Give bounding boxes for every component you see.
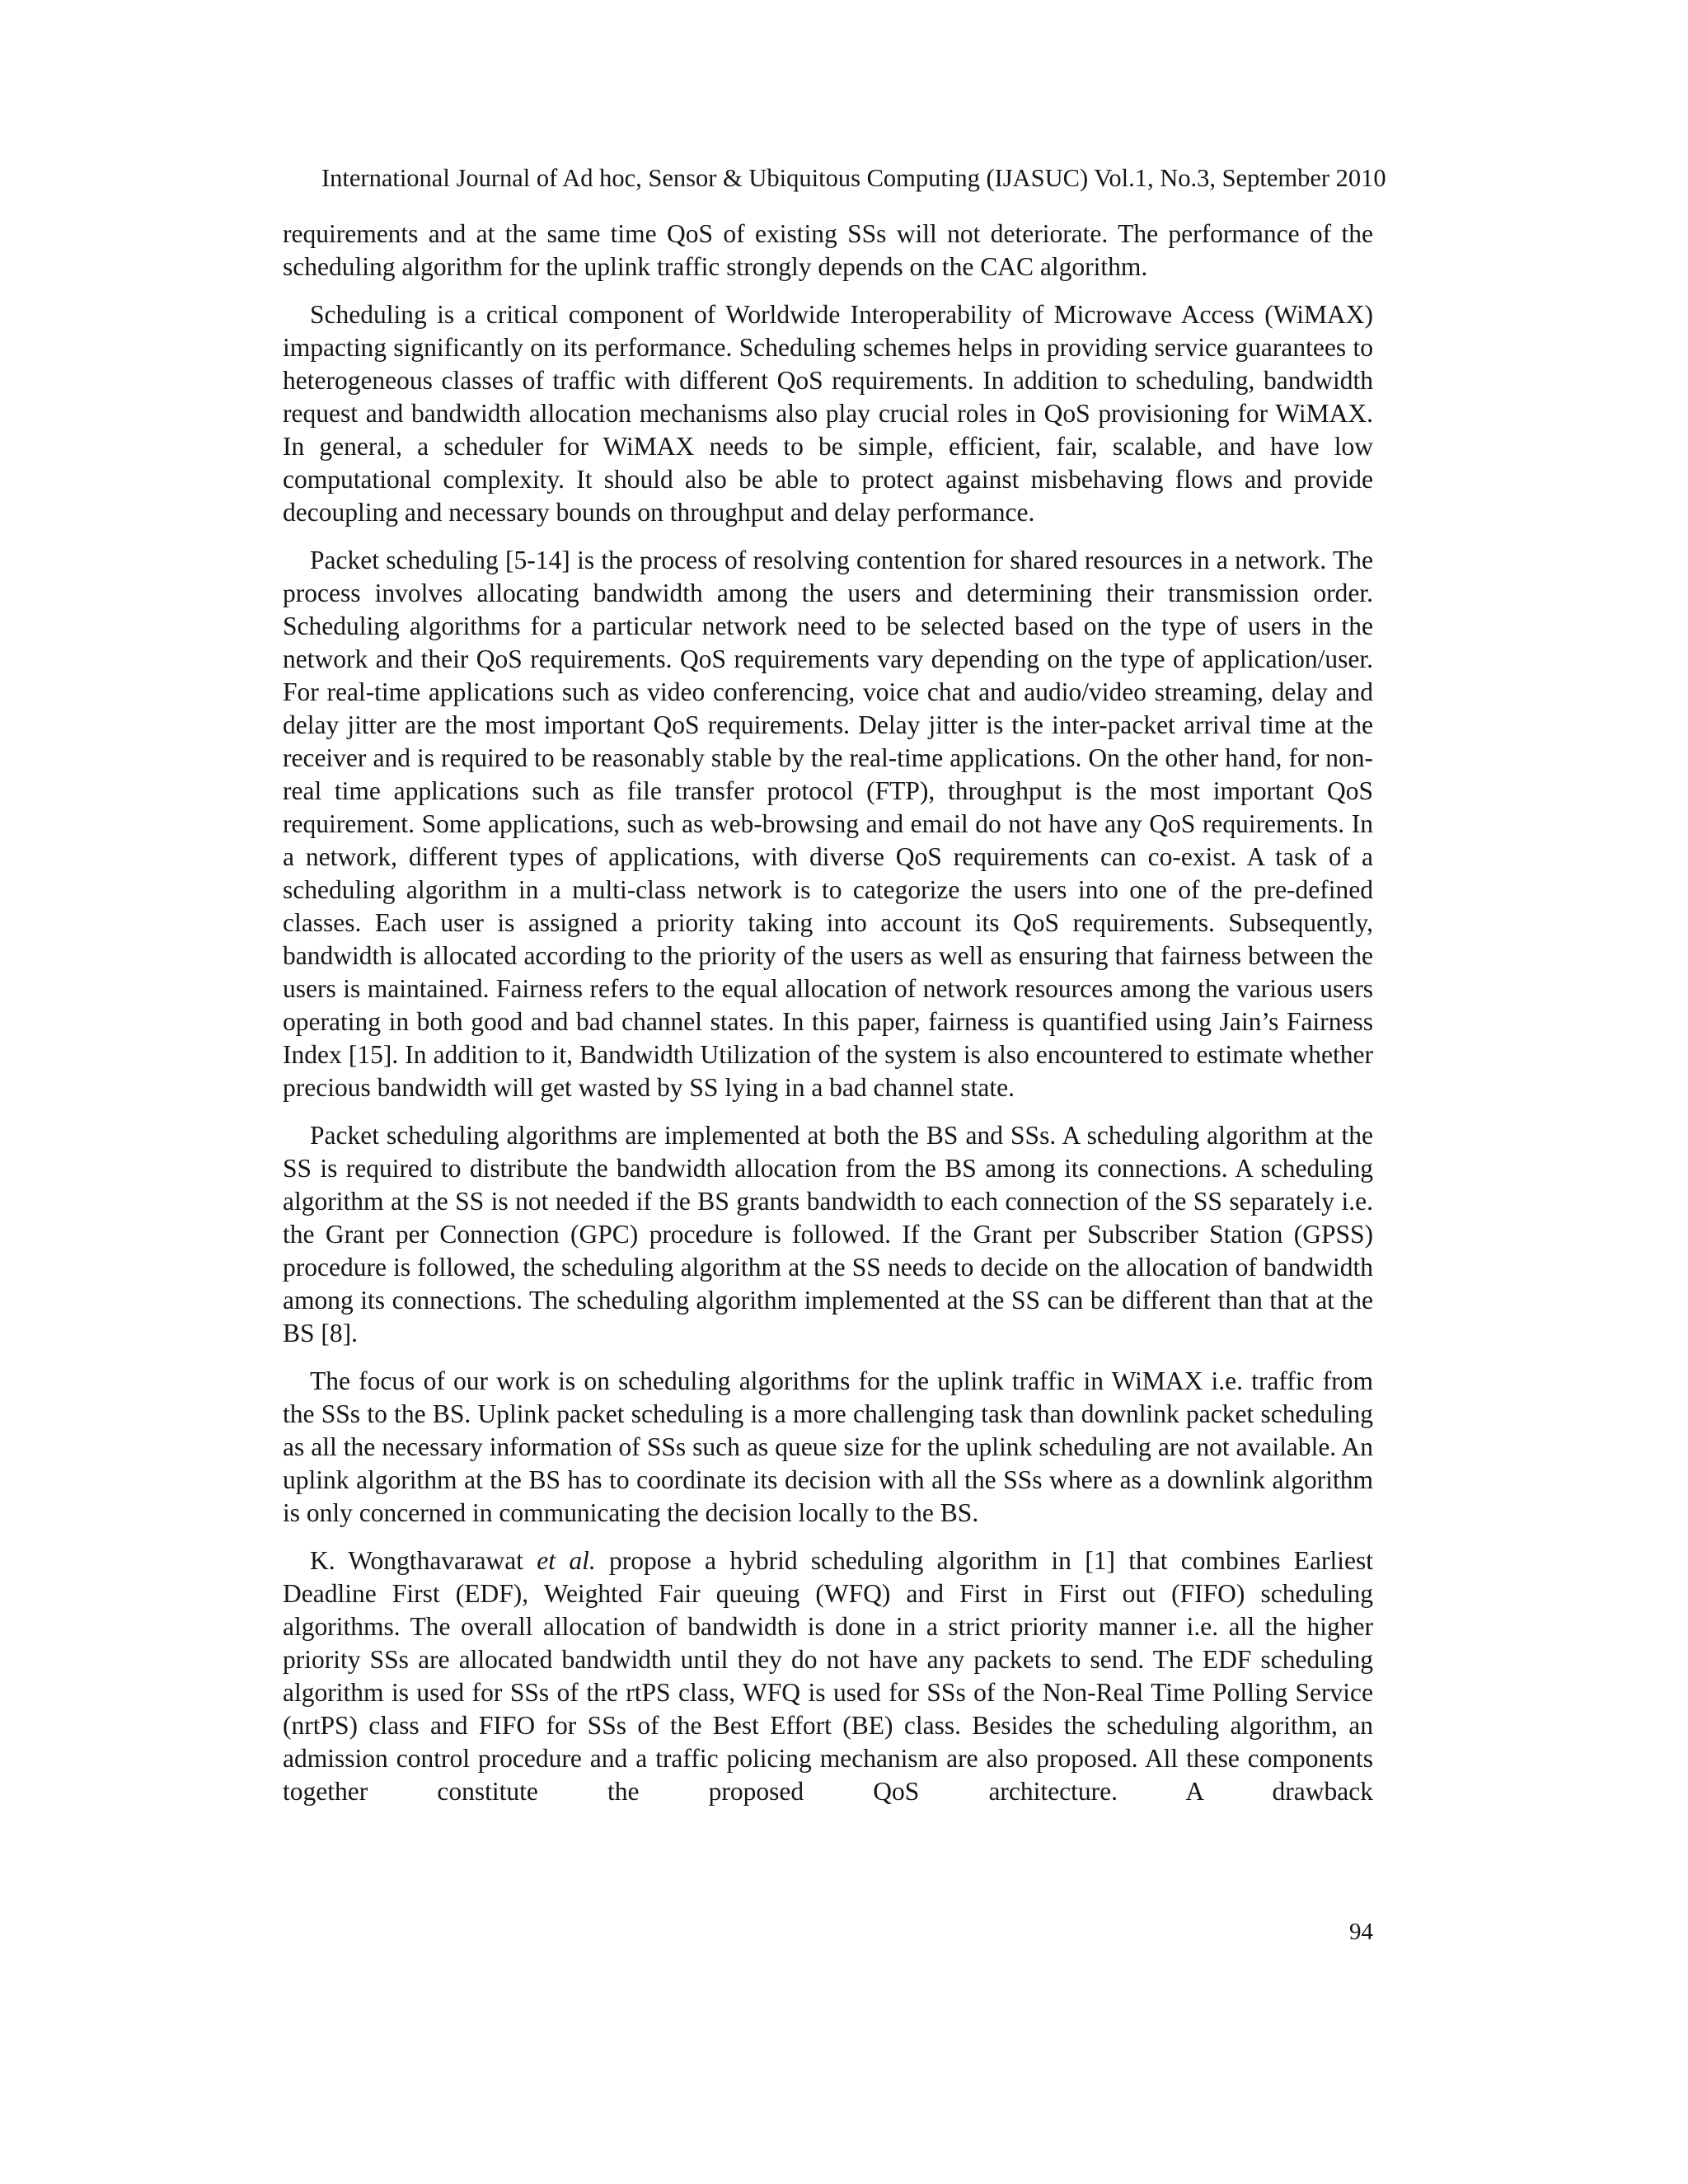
page-number: 94 bbox=[1349, 1919, 1373, 1945]
body-text bbox=[283, 218, 1373, 1808]
et-al: et al. bbox=[537, 1546, 596, 1575]
running-header: International Journal of Ad hoc, Sensor & Ubiquitous Computing (IJASUC) Vol.1, No.3, September 2010 bbox=[321, 164, 1386, 192]
paragraph-hybrid-rest: propose a hybrid scheduling algorithm in [1] that combines Earliest Deadline First (EDF), Weighted Fair queuing (WFQ) and First in First out (FIFO) scheduling algorithms. The overall allocation of bandwidth is done in a strict priority manner i.e. all the higher priority SSs are allocated bandwidth until they do not have any packets to send. The EDF scheduling algorithm is used for SSs of the rtPS class, WFQ is used for SSs of the Non-Real Time Polling Service (nrtPS) class and FIFO for SSs of the Best Effort (BE) class. Besides the scheduling algorithm, an admission control procedure and a traffic policing mechanism are also proposed. All these components together constitute the proposed QoS architecture. A drawback bbox=[283, 1546, 1374, 1806]
author-name: K. Wongthavarawat bbox=[310, 1546, 523, 1575]
paragraph-bs-ss-algorithms: Packet scheduling algorithms are implemented at both the BS and SSs. A scheduling algorithm at the SS is required to distribute the bandwidth allocation from the BS among its connections. A scheduling algorithm at the SS is not needed if the BS grants bandwidth to each connection of the SS separately i.e. the Grant per Connection (GPC) procedure is followed. If the Grant per Subscriber Station (GPSS) procedure is followed, the scheduling algorithm at the SS needs to decide on the allocation of bandwidth among its connections. The scheduling algorithm implemented at the SS can be different than that at the BS [8]. bbox=[283, 1121, 1373, 1347]
paragraph-uplink-focus: The focus of our work is on scheduling algorithms for the uplink traffic in WiMAX i.e. traffic from the SSs to the BS. Uplink packet scheduling is a more challenging task than downlink packet scheduling as all the necessary information of SSs such as queue size for the uplink scheduling are not available. An uplink algorithm at the BS has to coordinate its decision with all the SSs where as a downlink algorithm is only concerned in communicating the decision locally to the BS. bbox=[283, 1366, 1373, 1527]
paragraph-cac-continuation: requirements and at the same time QoS of existing SSs will not deteriorate. The performance of the scheduling algorithm for the uplink traffic strongly depends on the CAC algorithm. bbox=[283, 219, 1373, 281]
paragraph-packet-scheduling: Packet scheduling [5-14] is the process of resolving contention for shared resources in a network. The process involves allocating bandwidth among the users and determining their transmission order. Scheduling algorithms for a particular network need to be selected based on the type of users in the network and their QoS requirements. QoS requirements vary depending on the type of application/user. For real-time applications such as video conferencing, voice chat and audio/video streaming, delay and delay jitter are the most important QoS requirements. Delay jitter is the inter-packet arrival time at the receiver and is required to be reasonably stable by the real-time applications. On the other hand, for non-real time applications such as file transfer protocol (FTP), throughput is the most important QoS requirement. Some applications, such as web-browsing and email do not have any QoS requirements. In a network, different types of applications, with diverse QoS requirements can co-exist. A task of a scheduling algorithm in a multi-class network is to categorize the users into one of the pre-defined classes. Each user is assigned a priority taking into account its QoS requirements. Subsequently, bandwidth is allocated according to the priority of the users as well as ensuring that fairness between the users is maintained. Fairness refers to the equal allocation of network resources among the various users operating in both good and bad channel states. In this paper, fairness is quantified using Jain’s Fairness Index [15]. In addition to it, Bandwidth Utilization of the system is also encountered to estimate whether precious bandwidth will get wasted by SS lying in a bad channel state. bbox=[283, 546, 1373, 1102]
paragraph-hybrid-scheduling bbox=[283, 1544, 1373, 1808]
paragraph-scheduling-wimax: Scheduling is a critical component of Worldwide Interoperability of Microwave Access (WiMAX) impacting significantly on its performance. Scheduling schemes helps in providing service guarantees to heterogeneous classes of traffic with different QoS requirements. In addition to scheduling, bandwidth request and bandwidth allocation mechanisms also play crucial roles in QoS provisioning for WiMAX. In general, a scheduler for WiMAX needs to be simple, efficient, fair, scalable, and have low computational complexity. It should also be able to protect against misbehaving flows and provide decoupling and necessary bounds on throughput and delay performance. bbox=[283, 300, 1373, 527]
